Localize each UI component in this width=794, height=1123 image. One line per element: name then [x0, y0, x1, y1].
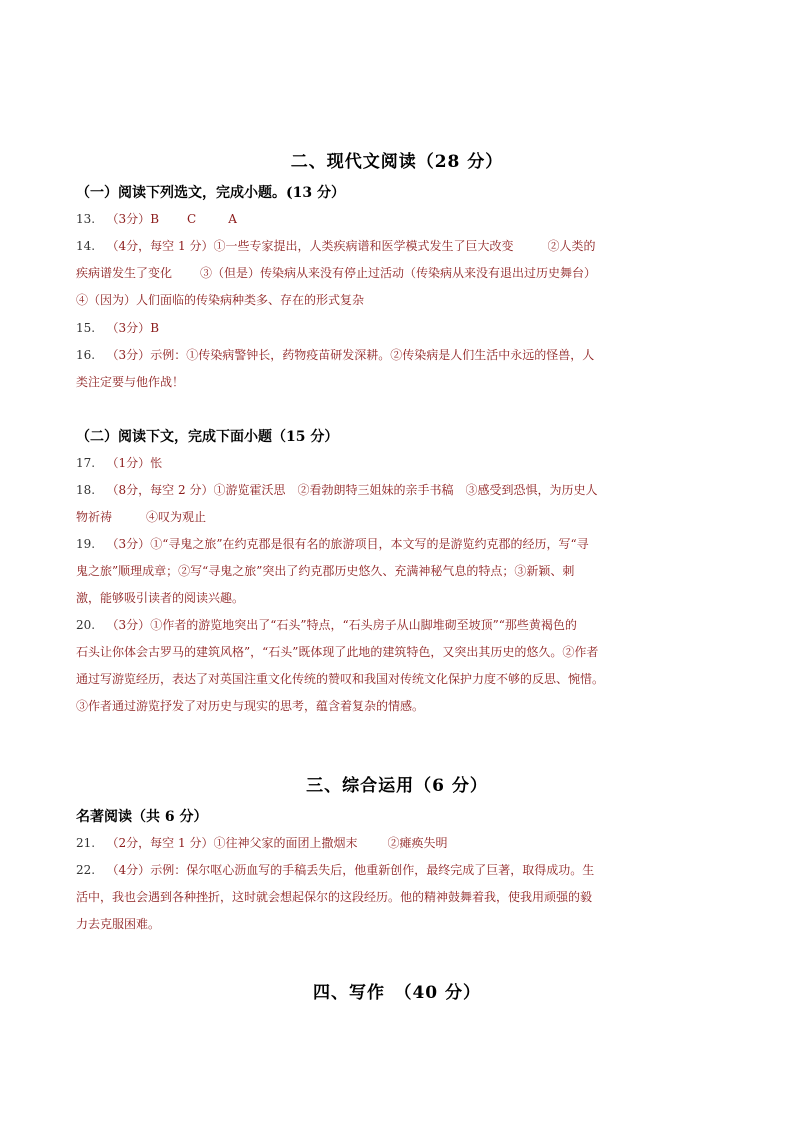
- q15-answer: B: [150, 321, 160, 335]
- q15-line: [76, 320, 159, 336]
- q14-line-1a: ①一些专家提出，人类疾病谱和医学模式发生了巨大改变: [213, 239, 514, 253]
- q19-text-1: ①“寻鬼之旅”在约克郡是很有名的旅游项目，本文写的是游览约克郡的经历，写“寻: [150, 537, 589, 551]
- section3-title: 三、综合运用（6 分）: [306, 776, 488, 796]
- part1-heading: （一）阅读下列选文，完成小题。(13 分）: [76, 185, 345, 201]
- q18-line-1: [76, 482, 597, 498]
- q14-line-2a: 疾病谱发生了变化: [76, 266, 173, 280]
- q20-line-1: [76, 617, 577, 633]
- q21-points: （2分，每空 1 分）: [106, 836, 214, 850]
- q17-answer: 怅: [150, 456, 163, 470]
- q16-line-1: [76, 347, 594, 363]
- q13-answer-1: B: [150, 212, 160, 226]
- q16-line-2: 类注定要与他作战！: [76, 375, 185, 389]
- q22-line-2: 活中，我也会遇到各种挫折，这时就会想起保尔的这段经历。他的精神鼓舞着我，使我用顽强的毅: [76, 890, 593, 904]
- q22-text-1: 示例：保尔呕心沥血写的手稿丢失后，他重新创作，最终完成了巨著，取得成功。生: [150, 863, 595, 877]
- q14-number: 14.: [76, 239, 96, 253]
- q20-number: 20.: [76, 618, 96, 632]
- q13-line: [76, 211, 237, 227]
- q14-line-1b: ②人类的: [547, 239, 596, 253]
- q13-points: （3分）: [106, 212, 151, 226]
- q22-line-3: 力去克服困难。: [76, 917, 161, 931]
- q21-answer-b: ②瘫痪失明: [387, 836, 448, 850]
- q13-answer-2: C: [187, 212, 197, 226]
- q18-text-2b: ④叹为观止: [146, 510, 207, 524]
- q21-line: [76, 835, 447, 851]
- q22-number: 22.: [76, 863, 96, 877]
- q19-line-2: 鬼之旅”顺理成章；②写“寻鬼之旅”突出了约克郡历史悠久、充满神秘气息的特点；③新颖、刺: [76, 564, 575, 578]
- q20-line-2: 石头让你体会古罗马的建筑风格”，“石头”既体现了此地的建筑特色，又突出其历史的悠久。②作者: [76, 645, 599, 659]
- q18-text-2a: 物祈祷: [76, 510, 113, 524]
- q16-points: （3分）: [106, 348, 151, 362]
- q13-answer-3: A: [228, 212, 237, 226]
- q14-line-2b: ③（但是）传染病从来没有停止过活动（传染病从来没有退出过历史舞台）: [200, 266, 597, 280]
- q19-line-1: [76, 536, 589, 552]
- q21-answer-a: ①往神父家的面团上撒烟末: [213, 836, 358, 850]
- q14-line-3: ④（因为）人们面临的传染病种类多、存在的形式复杂: [76, 293, 365, 307]
- q14-points: （4分，每空 1 分）: [106, 239, 214, 253]
- q20-line-4: ③作者通过游览抒发了对历史与现实的思考，蕴含着复杂的情感。: [76, 699, 425, 713]
- q18-line-2: [76, 509, 206, 525]
- q18-text-1: ①游览霍沃思 ②看勃朗特三姐妹的亲手书稿 ③感受到恐惧，为历史人: [213, 483, 598, 497]
- q20-points: （3分）: [106, 618, 151, 632]
- q17-line: [76, 455, 162, 471]
- section2-title: 二、现代文阅读（28 分）: [290, 152, 504, 172]
- part2-heading: （二）阅读下文，完成下面小题（15 分）: [76, 429, 339, 445]
- q14-line-1: [76, 238, 595, 254]
- q17-points: （1分）: [106, 456, 151, 470]
- section3-heading: 名著阅读（共 6 分）: [76, 809, 208, 825]
- q18-number: 18.: [76, 483, 96, 497]
- q16-text-1: 示例：①传染病警钟长，药物疫苗研发深耕。②传染病是人们生活中永远的怪兽，人: [150, 348, 595, 362]
- q21-number: 21.: [76, 836, 96, 850]
- q17-number: 17.: [76, 456, 96, 470]
- q16-number: 16.: [76, 348, 96, 362]
- q20-line-3: 通过写游览经历，表达了对英国注重文化传统的赞叹和我国对传统文化保护力度不够的反思、惋惜。: [76, 672, 605, 686]
- q22-points: （4分）: [106, 863, 151, 877]
- q19-points: （3分）: [106, 537, 151, 551]
- q19-line-3: 激，能够吸引读者的阅读兴趣。: [76, 591, 245, 605]
- q18-points: （8分，每空 2 分）: [106, 483, 214, 497]
- q19-number: 19.: [76, 537, 96, 551]
- q22-line-1: [76, 862, 594, 878]
- q14-line-2: [76, 265, 596, 281]
- q20-text-1: ①作者的游览地突出了“石头”特点，“石头房子从山脚堆砌至坡顶”“那些黄褐色的: [150, 618, 577, 632]
- section4-title: 四、写作 （40 分）: [312, 983, 482, 1003]
- q15-number: 15.: [76, 321, 96, 335]
- q15-points: （3分）: [106, 321, 151, 335]
- q13-number: 13.: [76, 212, 96, 226]
